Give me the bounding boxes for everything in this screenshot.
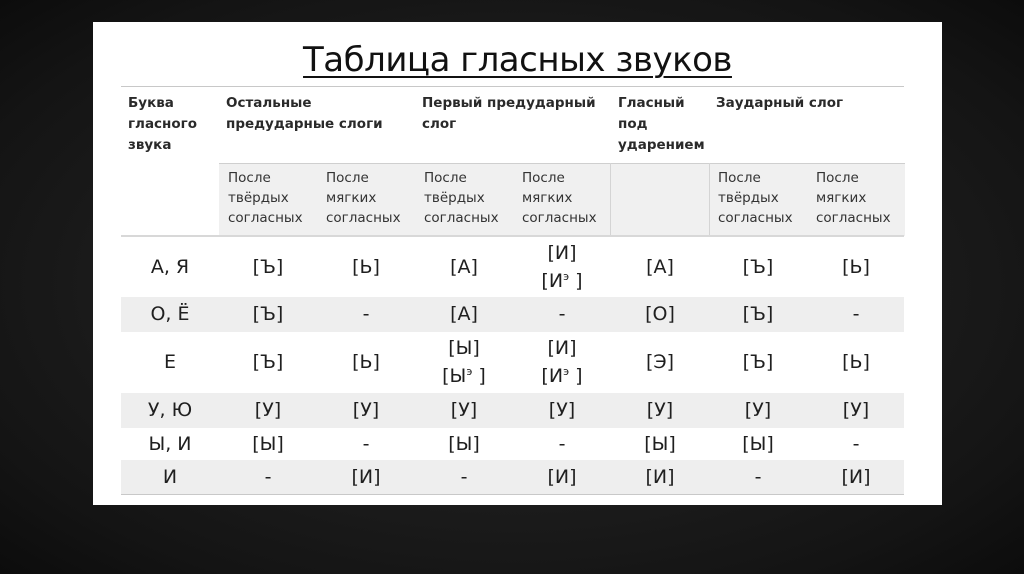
row4-c2: [У] xyxy=(352,399,380,421)
row6-c1: - xyxy=(264,465,272,488)
row2-c3: [А] xyxy=(450,303,478,325)
row3-c5: [Э] xyxy=(645,351,675,373)
row1-c1: [Ъ] xyxy=(252,255,284,278)
row5-c4: - xyxy=(558,432,566,455)
row1-c6: [Ъ] xyxy=(742,255,774,278)
row4-c7: [У] xyxy=(842,399,870,421)
row1-c4-line1: [И] xyxy=(547,241,577,264)
header-top-divider xyxy=(121,86,904,87)
header-stressed: Гласный под ударением xyxy=(618,95,705,153)
row4-letter: У, Ю xyxy=(147,399,193,421)
row1-c7: [Ь] xyxy=(842,255,870,278)
row6-c5: [И] xyxy=(645,465,675,488)
row3-c1: [Ъ] xyxy=(252,351,284,373)
row4-c4: [У] xyxy=(548,399,576,421)
row5-c7: - xyxy=(852,432,860,455)
row2-c4: - xyxy=(558,303,566,325)
row2-c6: [Ъ] xyxy=(742,303,774,325)
row2-letter: О, Ё xyxy=(150,303,190,325)
subheader-after-soft-1: После мягких согласных xyxy=(326,170,401,226)
header-posttonic: Заударный слог xyxy=(716,95,844,111)
table-bottom-line xyxy=(121,494,904,495)
row2-c5: [О] xyxy=(645,303,675,325)
subheader-after-soft-2: После мягких согласных xyxy=(522,170,597,226)
row1-letter: А, Я xyxy=(150,255,190,278)
header-first-pretonic: Первый предударный слог xyxy=(422,95,596,132)
row3-c4-line1: [И] xyxy=(547,337,577,359)
row3-c4-line2: [$И^э$ ] xyxy=(541,365,583,387)
row6-c7: [И] xyxy=(841,465,871,488)
row3-c4 xyxy=(513,332,611,393)
row5-c3: [Ы] xyxy=(448,432,480,455)
row3-c6: [Ъ] xyxy=(742,351,774,373)
subheader-after-hard-1: После твёрдых согласных xyxy=(228,170,303,226)
row6-c3: - xyxy=(460,465,468,488)
row6-c4: [И] xyxy=(547,465,577,488)
row5-c5: [Ы] xyxy=(644,432,676,455)
slide xyxy=(93,22,942,505)
row2-c7: - xyxy=(852,303,860,325)
header-other-pretonic: Остальные предударные слоги xyxy=(226,95,383,132)
subheader-band-stressed xyxy=(611,163,709,236)
row2-c1: [Ъ] xyxy=(252,303,284,325)
row6-letter: И xyxy=(162,465,178,488)
row1-c5: [А] xyxy=(646,255,674,278)
subheader-after-soft-3: После мягких согласных xyxy=(816,170,891,226)
row3-c7: [Ь] xyxy=(842,351,870,373)
row6-c2: [И] xyxy=(351,465,381,488)
header-letter: Буква гласного звука xyxy=(128,95,197,153)
row3-c3-line1: [Ы] xyxy=(448,337,480,359)
row6-c6: - xyxy=(754,465,762,488)
row3-c2: [Ь] xyxy=(352,351,380,373)
row1-c2: [Ь] xyxy=(352,255,380,278)
subheader-after-hard-3: После твёрдых согласных xyxy=(718,170,793,226)
row5-c1: [Ы] xyxy=(252,432,284,455)
row4-c5: [У] xyxy=(646,399,674,421)
row1-c4 xyxy=(513,237,611,297)
row5-c2: - xyxy=(362,432,370,455)
row2-c2: - xyxy=(362,303,370,325)
row4-c1: [У] xyxy=(254,399,282,421)
slide-title: Таблица гласных звуков xyxy=(303,40,732,80)
row5-c6: [Ы] xyxy=(742,432,774,455)
row5-letter: Ы, И xyxy=(148,432,192,455)
row1-c3: [А] xyxy=(450,255,478,278)
row1-c4-line2: [$И^э$ ] xyxy=(541,269,583,292)
row4-c6: [У] xyxy=(744,399,772,421)
row3-c3-line2: [$Ы^э$ ] xyxy=(442,365,486,387)
row3-letter: Е xyxy=(163,351,176,373)
row4-c3: [У] xyxy=(450,399,478,421)
row3-c3 xyxy=(415,332,513,393)
subheader-after-hard-2: После твёрдых согласных xyxy=(424,170,499,226)
